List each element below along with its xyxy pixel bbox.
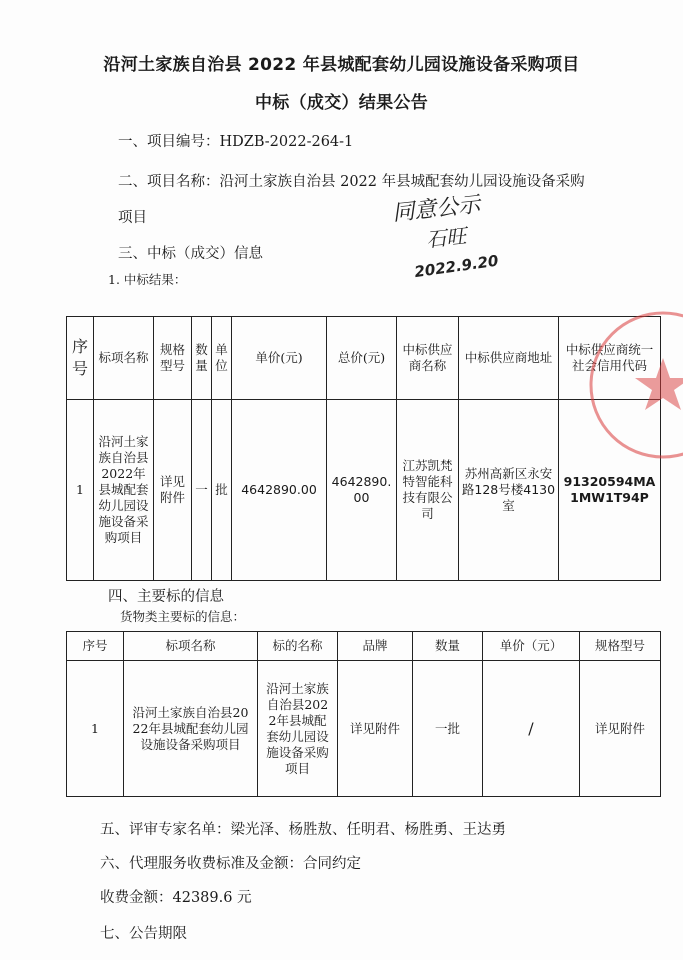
t1-cell-supplier-name: 江苏凯梵特智能科技有限公司 [397, 400, 459, 581]
award-result-table [66, 316, 661, 581]
t1-header-cell: 单位 [212, 317, 232, 400]
t1-header-cell: 单价(元) [232, 317, 327, 400]
t2-cell-no: 1 [67, 661, 124, 797]
t2-cell-qty: 一批 [413, 661, 483, 797]
t1-cell-spec: 详见附件 [154, 400, 192, 581]
handwriting-date: 2022.9.20 [413, 251, 500, 282]
project-number: 一、项目编号：HDZB-2022-264-1 [118, 134, 354, 150]
t2-cell-item-name: 沿河土家族自治县2022年县城配套幼儿园设施设备采购项目 [124, 661, 258, 797]
agency-fee-standard: 六、代理服务收费标准及金额：合同约定 [100, 856, 361, 872]
t1-header-cell: 中标供应商统一社会信用代码 [559, 317, 661, 400]
section-award-info: 三、中标（成交）信息 [118, 246, 263, 262]
table1-data-row [67, 400, 661, 581]
t1-cell-no: 1 [67, 400, 94, 581]
seal-star-icon [635, 358, 683, 410]
announcement-period: 七、公告期限 [100, 926, 187, 942]
table1-header-row [67, 317, 661, 400]
t1-header-cell: 数量 [192, 317, 212, 400]
t1-cell-item-name: 沿河土家族自治县2022年县城配套幼儿园设施设备采购项目 [94, 400, 154, 581]
handwriting-line1: 同意公示 [391, 192, 482, 227]
t1-cell-unit-price: 4642890.00 [232, 400, 327, 581]
handwritten-approval [385, 185, 505, 285]
doc-title-line1: 沿河土家族自治县 2022 年县城配套幼儿园设施设备采购项目 [103, 55, 580, 75]
t1-header-cell: 中标供应商地址 [459, 317, 559, 400]
t1-header-cell: 中标供应商名称 [397, 317, 459, 400]
t1-header-cell: 序号 [67, 317, 94, 400]
t1-cell-credit-code: 91320594MA1MW1T94P [559, 400, 661, 581]
t2-cell-spec: 详见附件 [580, 661, 661, 797]
t2-cell-brand: 详见附件 [338, 661, 413, 797]
t1-header-cell: 总价(元) [327, 317, 397, 400]
project-name-cont: 项目 [118, 210, 147, 226]
t2-cell-unit-price: / [483, 661, 580, 797]
table2-header-row [67, 632, 661, 661]
section-main-subject: 四、主要标的信息 [108, 589, 224, 605]
t2-cell-subject-name: 沿河土家族自治县2022年县城配套幼儿园设施设备采购项目 [258, 661, 338, 797]
t1-cell-total-price: 4642890.00 [327, 400, 397, 581]
table2-data-row [67, 661, 661, 797]
doc-title-line2: 中标（成交）结果公告 [255, 93, 428, 113]
t1-cell-qty: 一 [192, 400, 212, 581]
handwriting-line2: 石旺 [425, 223, 468, 252]
t2-header-cell: 单价（元） [483, 632, 580, 661]
main-subject-table [66, 631, 661, 797]
fee-amount: 收费金额：42389.6 元 [100, 890, 252, 906]
t1-header-cell: 标项名称 [94, 317, 154, 400]
expert-list: 五、评审专家名单：梁光泽、杨胜敖、任明君、杨胜勇、王达勇 [100, 822, 506, 838]
goods-subject-label: 货物类主要标的信息： [120, 609, 246, 624]
t1-header-cell: 规格型号 [154, 317, 192, 400]
t2-header-cell: 序号 [67, 632, 124, 661]
t2-header-cell: 标项名称 [124, 632, 258, 661]
t2-header-cell: 规格型号 [580, 632, 661, 661]
t2-header-cell: 品牌 [338, 632, 413, 661]
t2-header-cell: 数量 [413, 632, 483, 661]
t1-cell-unit: 批 [212, 400, 232, 581]
project-name: 二、项目名称：沿河土家族自治县 2022 年县城配套幼儿园设施设备采购 [118, 174, 585, 190]
award-result-label: 1. 中标结果： [108, 272, 187, 287]
t2-header-cell: 标的名称 [258, 632, 338, 661]
official-seal-stamp [585, 290, 683, 465]
t1-cell-supplier-address: 苏州高新区永安路128号楼4130室 [459, 400, 559, 581]
